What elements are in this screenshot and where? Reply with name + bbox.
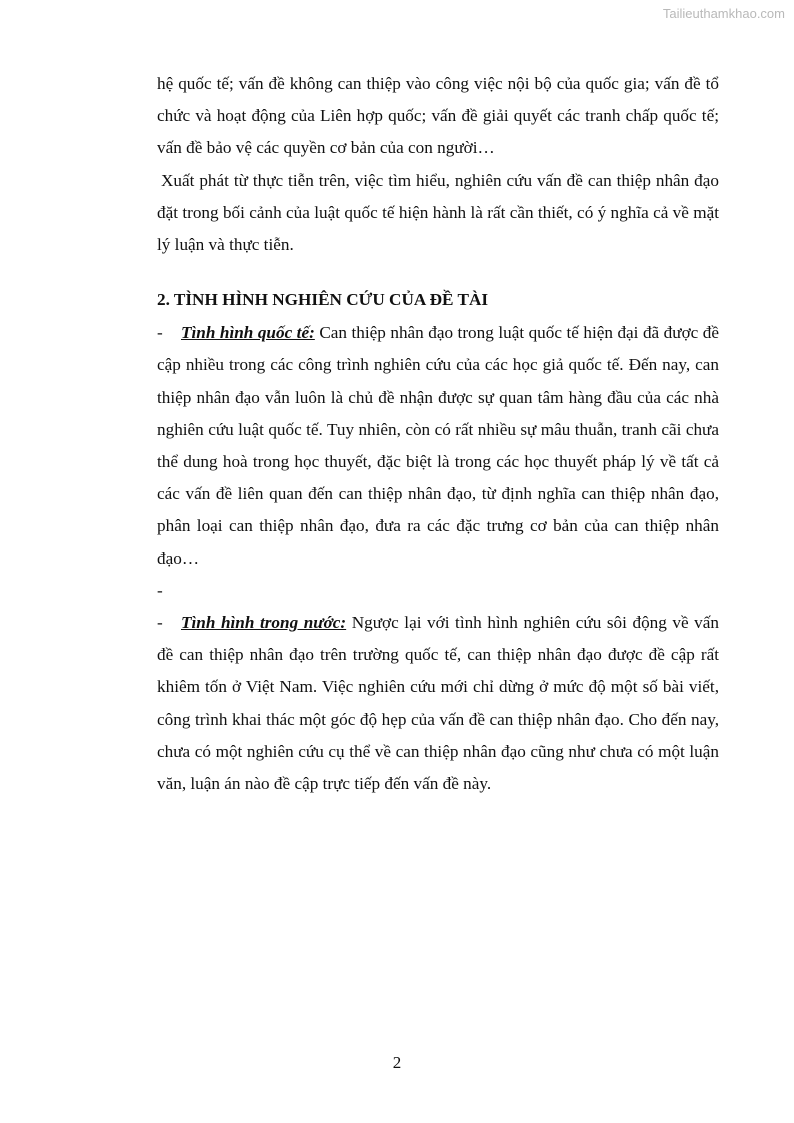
list-item-international [157,317,719,575]
section-spacer [157,261,719,283]
watermark: Tailieuthamkhao.com [662,6,785,21]
list-item-lead: Tình hình trong nước: [181,613,347,633]
paragraph-1: hệ quốc tế; vấn đề không can thiệp vào công việc nội bộ của quốc gia; vấn đề tổ chức và hoạt động của Liên hợp quốc; vấn đề giải quyết các tranh chấp quốc tế; vấn đề bảo vệ các quyền cơ bản của con người… [157,74,719,158]
list-dash: - [157,323,163,343]
list-item-domestic [157,607,719,800]
list-item-lead: Tình hình quốc tế: [181,323,315,343]
paragraph-2: Xuất phát từ thực tiễn trên, việc tìm hiểu, nghiên cứu vấn đề can thiệp nhân đạo đặt trong bối cảnh của luật quốc tế hiện hành là rất cần thiết, có ý nghĩa cả về mặt lý luận và thực tiễn. [157,170,719,255]
empty-list-item [157,575,719,607]
page-content [157,68,719,800]
section-heading: 2. TÌNH HÌNH NGHIÊN CỨU CỦA ĐỀ TÀI [157,290,489,310]
page-number: 2 [392,1053,402,1072]
list-item-text: Ngược lại với tình hình nghiên cứu sôi động về vấn đề can thiệp nhân đạo trên trường quốc tế, can thiệp nhân đạo được đề cập rất khiêm tốn ở Việt Nam. Việc nghiên cứu mới chỉ dừng ở mức độ một số bài viết, công trình khai thác một góc độ hẹp của vấn đề can thiệp nhân đạo. Cho đến nay, chưa có một nghiên cứu cụ thể về can thiệp nhân đạo cũng như chưa có một luận văn, luận án nào đề cập trực tiếp đến vấn đề này. [157,613,719,794]
list-dash: - [157,613,163,633]
list-dash: - [157,580,163,600]
list-item-text: Can thiệp nhân đạo trong luật quốc tế hiện đại đã được đề cập nhiều trong các công trình nghiên cứu của các học giả quốc tế. Đến nay, can thiệp nhân đạo vẫn luôn là chủ đề nhận được sự quan tâm hàng đầu của các nhà nghiên cứu luật quốc tế. Tuy nhiên, còn có rất nhiều sự mâu thuẫn, tranh cãi chưa thể dung hoà trong học thuyết, đặc biệt là trong các học thuyết pháp lý về tất cả các vấn đề liên quan đến can thiệp nhân đạo, từ định nghĩa can thiệp nhân đạo, phân loại can thiệp nhân đạo, đưa ra các đặc trưng cơ bản của can thiệp nhân đạo… [157,323,719,568]
